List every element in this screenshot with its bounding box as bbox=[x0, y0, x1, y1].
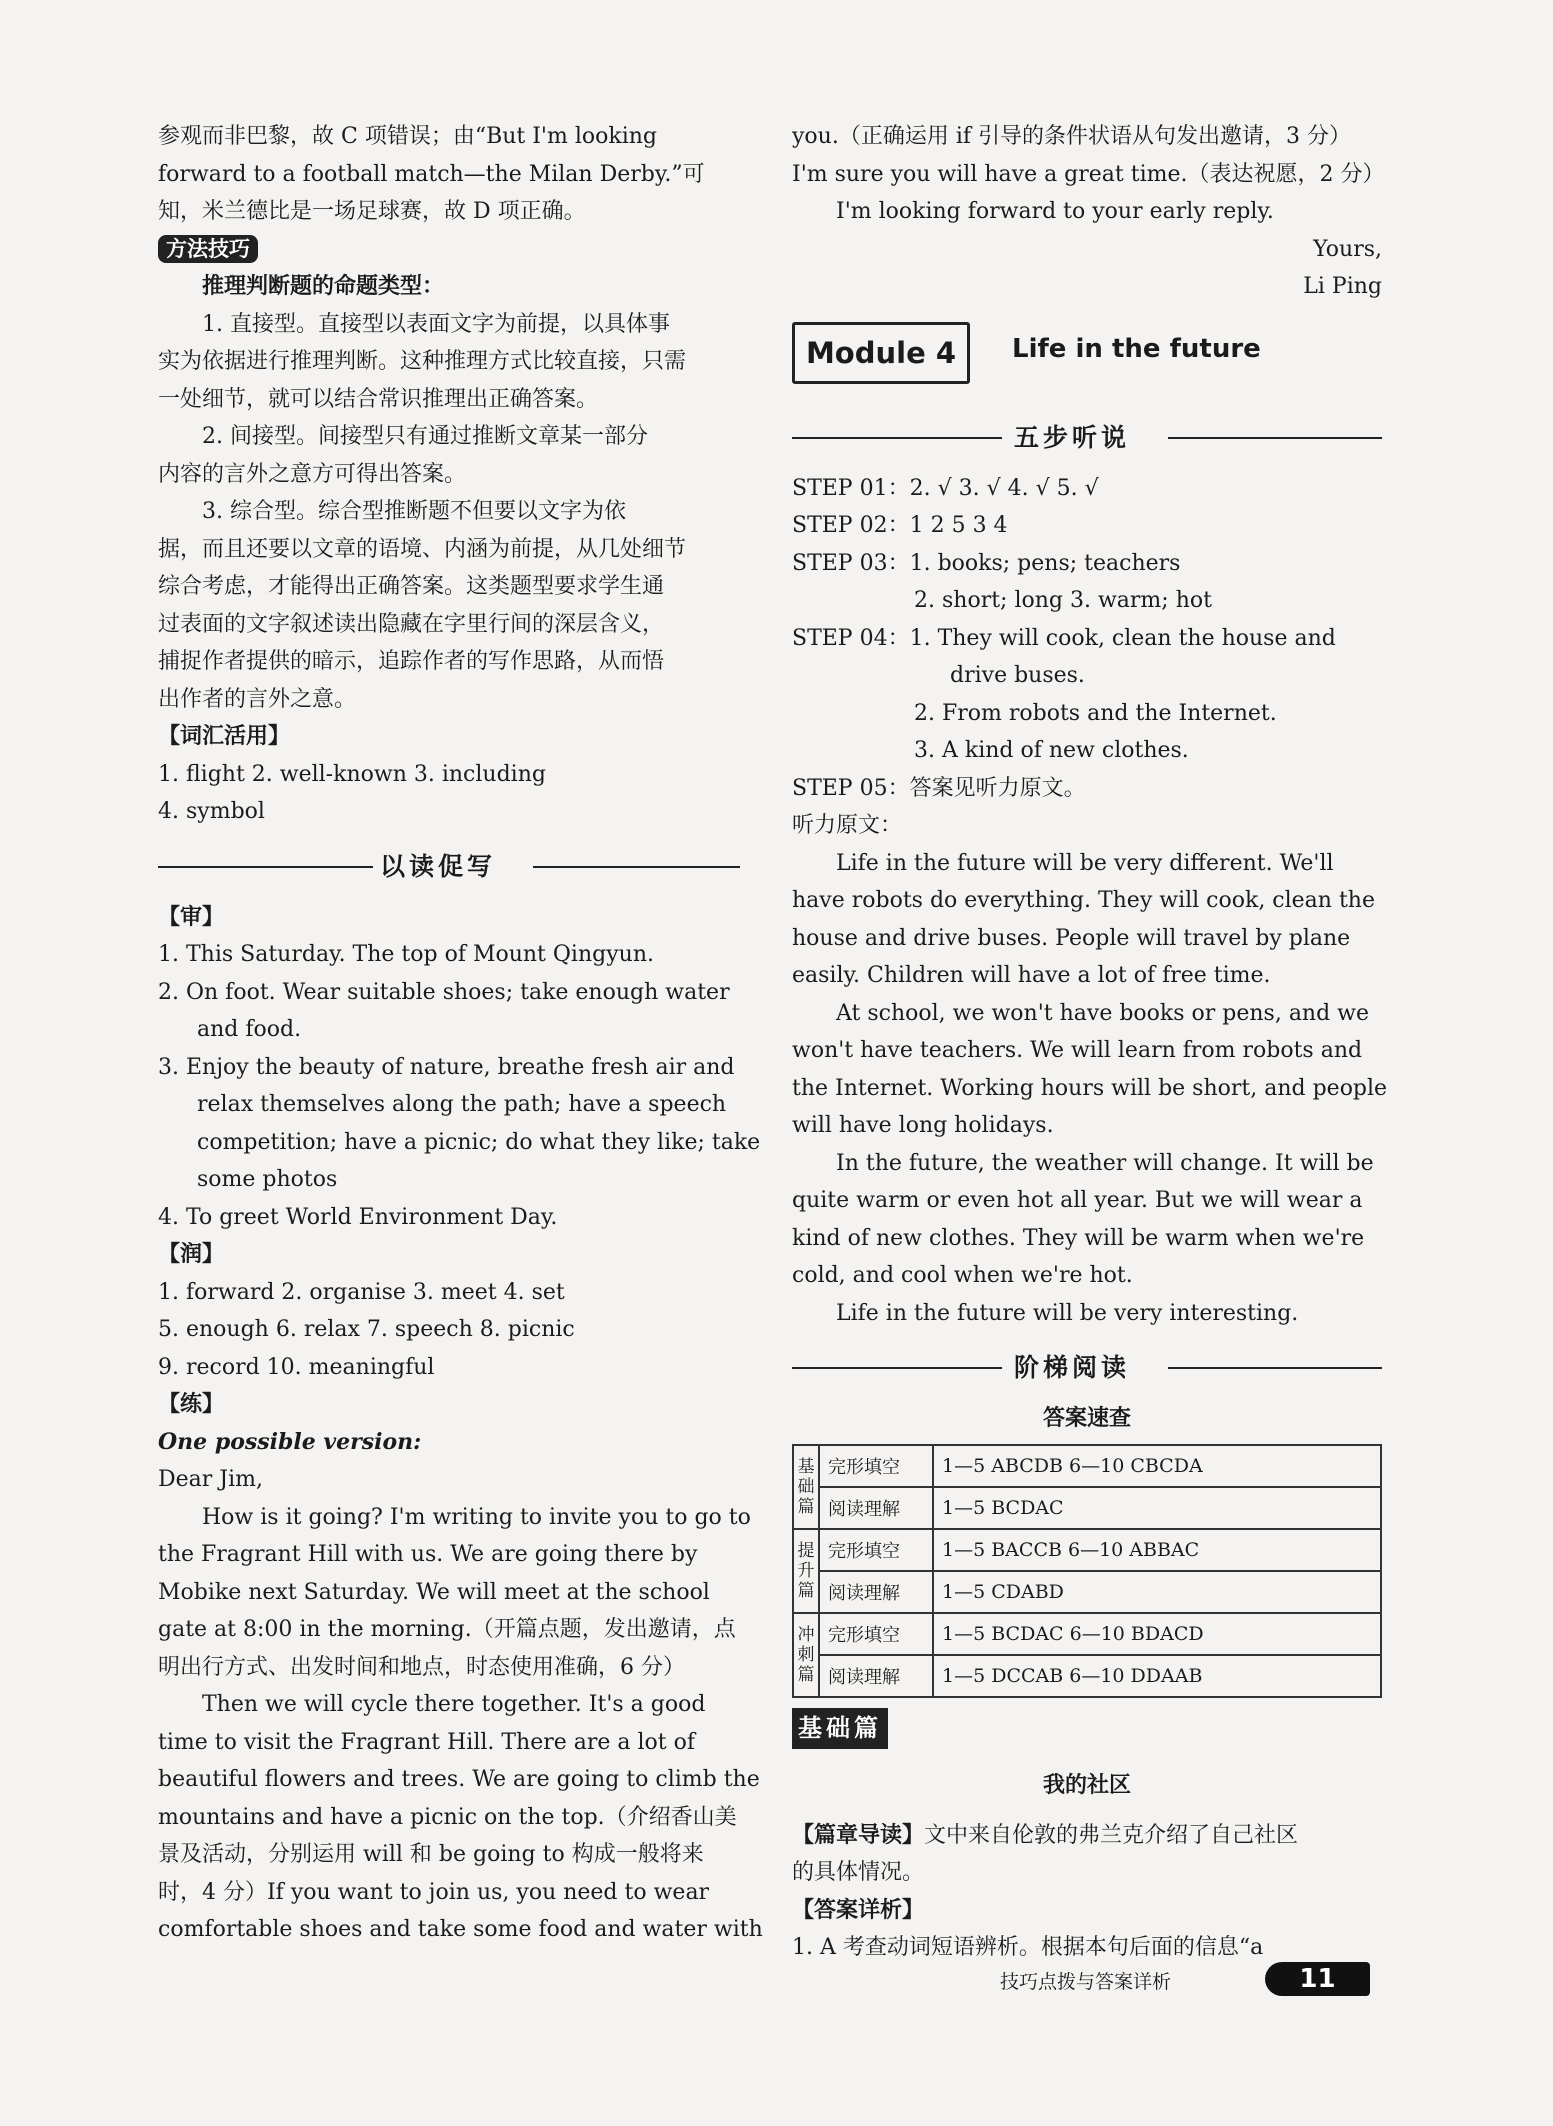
section-header-read-write bbox=[158, 841, 740, 893]
guide-label: 【篇章导读】 bbox=[792, 1821, 925, 1848]
steps-block bbox=[792, 470, 1382, 808]
tips-heading: 推理判断题的命题类型： bbox=[202, 273, 445, 299]
signature: Li Ping bbox=[1303, 274, 1382, 299]
run-label: 【润】 bbox=[158, 1241, 225, 1267]
list-item: 3. Enjoy the beauty of nature, breathe fresh air and bbox=[158, 1054, 735, 1080]
text-line: you.（正确运用 if 引导的条件状语从句发出邀请，3 分） bbox=[792, 124, 1351, 149]
list-item: 4. To greet World Environment Day. bbox=[158, 1204, 558, 1230]
text-line: 景及活动，分别运用 will 和 be going to 构成一般将来 bbox=[158, 1842, 704, 1867]
divider bbox=[792, 437, 1002, 439]
text-line: forward to a football match—the Milan Derby.”可 bbox=[158, 161, 705, 187]
answer-cell: 1—5 CDABD bbox=[933, 1571, 1381, 1613]
answer-title: 答案速查 bbox=[1042, 1405, 1131, 1431]
step-line: STEP 02：1 2 5 3 4 bbox=[792, 513, 1008, 538]
answer-cell: 1—5 ABCDB 6—10 CBCDA bbox=[933, 1445, 1381, 1487]
type-cell: 阅读理解 bbox=[819, 1487, 933, 1529]
text-line: 内容的言外之意方可得出答案。 bbox=[158, 461, 467, 487]
listening-script bbox=[792, 845, 1388, 1333]
text-line: 捕捉作者提供的暗示，追踪作者的写作思路，从而悟 bbox=[158, 649, 665, 674]
text-line: 1. flight 2. well-known 3. including bbox=[158, 761, 546, 787]
text-line: 过表面的文字叙述读出隐藏在字里行间的深层含义， bbox=[158, 611, 665, 637]
module-label: Module 4 bbox=[792, 322, 970, 384]
divider bbox=[158, 866, 373, 868]
type-cell: 阅读理解 bbox=[819, 1655, 933, 1697]
sign-off: Yours, bbox=[1313, 236, 1382, 262]
passage-title: 我的社区 bbox=[1042, 1772, 1131, 1798]
script-label: 听力原文： bbox=[792, 813, 903, 838]
section-title: 五步听说 bbox=[1014, 422, 1131, 452]
sample-letter bbox=[158, 1461, 763, 1949]
section-title: 阶梯阅读 bbox=[1014, 1353, 1131, 1382]
text-line: 参观而非巴黎，故 C 项错误；由“But I'm looking bbox=[158, 124, 657, 149]
list-item: some photos bbox=[197, 1167, 338, 1192]
text-line: easily. Children will have a lot of free time. bbox=[792, 963, 1271, 988]
step-line: STEP 04：1. They will cook, clean the house and bbox=[792, 625, 1336, 651]
tips-label: 方法技巧 bbox=[158, 235, 258, 263]
text-line: gate at 8:00 in the morning.（开篇点题，发出邀请，点 bbox=[158, 1617, 736, 1642]
text-line: 据，而且还要以文章的语境、内涵为前提，从几处细节 bbox=[158, 536, 687, 562]
group-cell: 基础篇 bbox=[793, 1445, 819, 1529]
list-item: competition; have a picnic; do what they like; take bbox=[197, 1129, 761, 1155]
text-line: have robots do everything. They will cook, clean the bbox=[792, 888, 1375, 913]
text-line: 1. forward 2. organise 3. meet 4. set bbox=[158, 1279, 565, 1305]
text-line: In the future, the weather will change. It will be bbox=[836, 1150, 1374, 1176]
group-cell: 提升篇 bbox=[793, 1529, 819, 1613]
text-line: cold, and cool when we're hot. bbox=[792, 1263, 1133, 1288]
text-line: I'm looking forward to your early reply. bbox=[836, 199, 1274, 224]
step-line: 2. From robots and the Internet. bbox=[914, 700, 1277, 726]
basic-label: 基础篇 bbox=[792, 1708, 888, 1750]
text-line: Then we will cycle there together. It's a good bbox=[202, 1692, 706, 1717]
section-header-listening bbox=[792, 412, 1382, 464]
table-row bbox=[793, 1529, 1381, 1571]
vocab-label: 【词汇活用】 bbox=[158, 723, 291, 749]
answer-cell: 1—5 DCCAB 6—10 DDAAB bbox=[933, 1655, 1381, 1697]
text-line: 明出行方式、出发时间和地点，时态使用准确，6 分） bbox=[158, 1654, 685, 1680]
text-line: 1. 直接型。直接型以表面文字为前提，以具体事 bbox=[202, 311, 670, 337]
table-row bbox=[793, 1487, 1381, 1529]
text-line: mountains and have a picnic on the top.（介绍香山美 bbox=[158, 1804, 737, 1830]
footer-text: 技巧点拨与答案详析 bbox=[1000, 1971, 1172, 1993]
module-title: Life in the future bbox=[1012, 333, 1261, 364]
guide-text: 文中来自伦敦的弗兰克介绍了自己社区 bbox=[924, 1822, 1299, 1848]
guide-line bbox=[792, 1817, 1382, 1855]
right-column bbox=[792, 118, 1388, 1967]
text-line: the Fragrant Hill with us. We are going there by bbox=[158, 1542, 698, 1567]
text-line: 时，4 分）If you want to join us, you need to wear bbox=[158, 1879, 710, 1905]
text-line: 2. 间接型。间接型只有通过推断文章某一部分 bbox=[202, 424, 648, 449]
text-line: will have long holidays. bbox=[792, 1113, 1054, 1138]
answer-cell: 1—5 BCDAC bbox=[933, 1487, 1381, 1529]
text-line: 9. record 10. meaningful bbox=[158, 1354, 435, 1380]
shen-label: 【审】 bbox=[158, 903, 225, 930]
text-line: 实为依据进行推理判断。这种推理方式比较直接，只需 bbox=[158, 349, 687, 374]
text-line: 4. symbol bbox=[158, 799, 265, 824]
step-line: STEP 01：2. √ 3. √ 4. √ 5. √ bbox=[792, 475, 1099, 501]
group-cell: 冲刺篇 bbox=[793, 1613, 819, 1697]
text-line: I'm sure you will have a great time.（表达祝愿，2 分） bbox=[792, 161, 1385, 187]
divider bbox=[1168, 437, 1382, 439]
detail-label: 【答案详析】 bbox=[792, 1896, 925, 1923]
table-row bbox=[793, 1613, 1381, 1655]
text-line: house and drive buses. People will travel by plane bbox=[792, 925, 1351, 951]
table-row bbox=[793, 1655, 1381, 1697]
text-line: At school, we won't have books or pens, and we bbox=[836, 1000, 1370, 1026]
type-cell: 完形填空 bbox=[819, 1445, 933, 1487]
text-line: 一处细节，就可以结合常识推理出正确答案。 bbox=[158, 386, 599, 412]
step-line: STEP 03：1. books; pens; teachers bbox=[792, 550, 1181, 576]
intro-block bbox=[158, 118, 740, 231]
text-line: 3. 综合型。综合型推断题不但要以文字为依 bbox=[202, 499, 626, 524]
text-line: won't have teachers. We will learn from robots and bbox=[792, 1038, 1363, 1063]
text-line: 5. enough 6. relax 7. speech 8. picnic bbox=[158, 1317, 575, 1342]
table-row bbox=[793, 1571, 1381, 1613]
text-line: Life in the future will be very interesting. bbox=[836, 1300, 1299, 1326]
answer-table bbox=[792, 1444, 1382, 1698]
answer-cell: 1—5 BACCB 6—10 ABBAC bbox=[933, 1529, 1381, 1571]
list-item: relax themselves along the path; have a speech bbox=[197, 1092, 727, 1117]
type-cell: 完形填空 bbox=[819, 1529, 933, 1571]
type-cell: 完形填空 bbox=[819, 1613, 933, 1655]
text-line: How is it going? I'm writing to invite you to go to bbox=[202, 1504, 751, 1530]
text-line: the Internet. Working hours will be short, and people bbox=[792, 1075, 1388, 1101]
text-line: 综合考虑，才能得出正确答案。这类题型要求学生通 bbox=[158, 574, 665, 599]
text-line: Dear Jim, bbox=[158, 1467, 263, 1492]
text-line: kind of new clothes. They will be warm when we're bbox=[792, 1225, 1365, 1251]
table-row bbox=[793, 1445, 1381, 1487]
version-label: One possible version: bbox=[158, 1428, 422, 1455]
text-line: time to visit the Fragrant Hill. There are a lot of bbox=[158, 1729, 696, 1755]
step-line: drive buses. bbox=[950, 663, 1085, 688]
text-line: 知，米兰德比是一场足球赛，故 D 项正确。 bbox=[158, 199, 586, 224]
text-line: Mobike next Saturday. We will meet at the school bbox=[158, 1579, 710, 1605]
step-line: STEP 05：答案见听力原文。 bbox=[792, 775, 1086, 801]
text-line: quite warm or even hot all year. But we will wear a bbox=[792, 1188, 1363, 1213]
list-item: 2. On foot. Wear suitable shoes; take enough water bbox=[158, 979, 730, 1005]
type-cell: 阅读理解 bbox=[819, 1571, 933, 1613]
text-line: beautiful flowers and trees. We are going to climb the bbox=[158, 1767, 760, 1792]
divider bbox=[792, 1367, 1002, 1369]
step-line: 3. A kind of new clothes. bbox=[914, 738, 1189, 763]
lian-label: 【练】 bbox=[158, 1391, 225, 1417]
text-line: 出作者的言外之意。 bbox=[158, 686, 357, 712]
text-line: Life in the future will be very different. We'll bbox=[836, 850, 1334, 876]
list-item: 1. This Saturday. The top of Mount Qingyun. bbox=[158, 942, 654, 967]
text-line: 1. A 考查动词短语辨析。根据本句后面的信息“a bbox=[792, 1935, 1264, 1960]
tips-block bbox=[158, 306, 740, 719]
module-header bbox=[792, 312, 1382, 402]
divider bbox=[533, 866, 740, 868]
text-line: comfortable shoes and take some food and water with bbox=[158, 1917, 763, 1942]
section-title: 以读促写 bbox=[380, 851, 497, 881]
left-column bbox=[158, 118, 763, 1949]
answer-cell: 1—5 BCDAC 6—10 BDACD bbox=[933, 1613, 1381, 1655]
section-header-reading bbox=[792, 1342, 1382, 1394]
step-line: 2. short; long 3. warm; hot bbox=[914, 588, 1212, 613]
text-line: 的具体情况。 bbox=[792, 1860, 925, 1885]
page-number: 11 bbox=[1265, 1962, 1370, 1996]
list-item: and food. bbox=[197, 1017, 302, 1042]
divider bbox=[1168, 1367, 1382, 1369]
